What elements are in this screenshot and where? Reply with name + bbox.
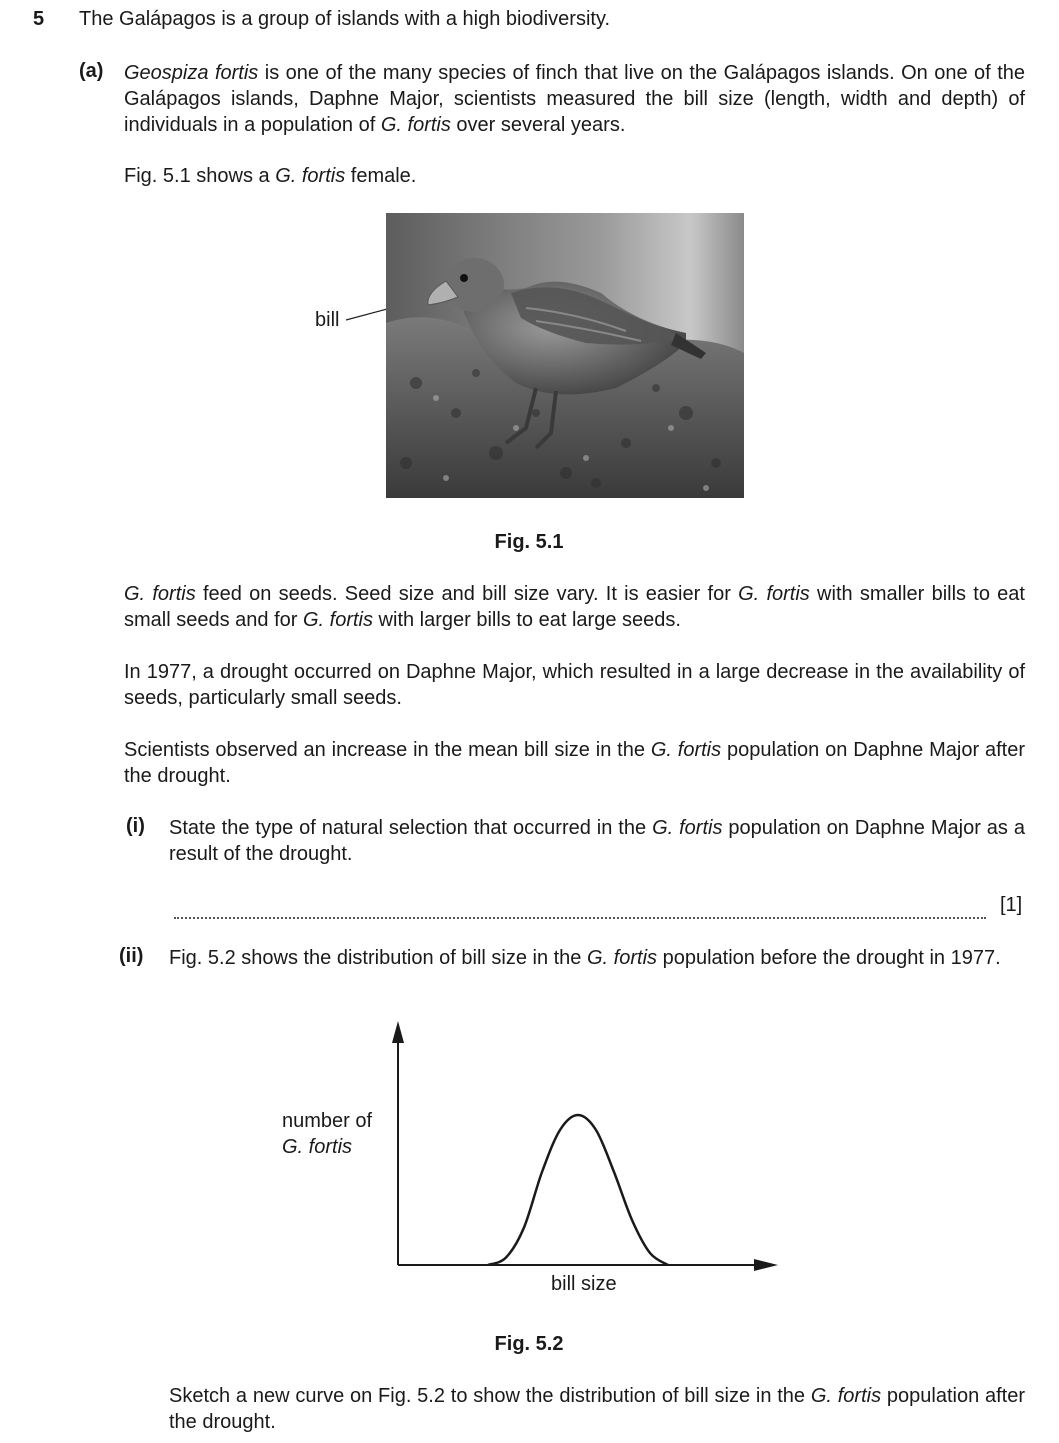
part-a-paragraph-3: In 1977, a drought occurred on Daphne Major, which resulted in a large decrease in the availability of seeds, particularly small seeds. bbox=[124, 661, 1025, 709]
fig-5-1-intro: Fig. 5.1 shows a G. fortis female. bbox=[124, 165, 417, 187]
fig-5-1-caption: Fig. 5.1 bbox=[494, 531, 564, 553]
part-i-label: (i) bbox=[126, 815, 145, 837]
finch-photo bbox=[386, 213, 744, 498]
part-a-paragraph-2: G. fortis feed on seeds. Seed size and bill size vary. It is easier for G. fortis with smaller bills to eat small seeds and for G. fortis with larger bills to eat large seeds. bbox=[124, 583, 1025, 631]
marks-i: [1] bbox=[1000, 894, 1023, 916]
part-a-label: (a) bbox=[79, 60, 104, 82]
fig-5-2-caption: Fig. 5.2 bbox=[494, 1333, 564, 1355]
y-axis-label-line-1: number of bbox=[282, 1110, 373, 1132]
part-i-question: State the type of natural selection that occurred in the G. fortis population on Daphne Major as a result of the drought. bbox=[169, 817, 1025, 865]
question-intro: The Galápagos is a group of islands with a high biodiversity. bbox=[79, 8, 611, 30]
part-a-paragraph-1: Geospiza fortis is one of the many species of finch that live on the Galápagos islands. On one of the Galápagos islands, Daphne Major, scientists measured the bill size (length, width and depth) of individuals in a population of G. fortis over several years. bbox=[124, 62, 1025, 136]
y-axis-label bbox=[282, 1108, 372, 1160]
bill-label: bill bbox=[315, 309, 340, 331]
y-axis-label-line-2: G. fortis bbox=[282, 1136, 353, 1158]
answer-line-i[interactable] bbox=[174, 895, 986, 919]
distribution-curve bbox=[488, 1115, 668, 1265]
part-ii-label: (ii) bbox=[119, 945, 144, 967]
y-axis-arrow bbox=[392, 1021, 404, 1043]
part-ii-question: Fig. 5.2 shows the distribution of bill size in the G. fortis population before the drought in 1977. bbox=[169, 947, 1001, 969]
x-axis-arrow bbox=[754, 1259, 778, 1271]
question-number: 5 bbox=[33, 8, 45, 30]
sketch-instruction: Sketch a new curve on Fig. 5.2 to show the distribution of bill size in the G. fortis population after the drought. bbox=[169, 1385, 1025, 1433]
x-axis-label: bill size bbox=[551, 1273, 617, 1295]
distribution-chart[interactable] bbox=[380, 1015, 790, 1280]
species-name: Geospiza fortis bbox=[124, 62, 259, 84]
part-a-paragraph-4: Scientists observed an increase in the mean bill size in the G. fortis population on Daphne Major after the drought. bbox=[124, 739, 1025, 787]
